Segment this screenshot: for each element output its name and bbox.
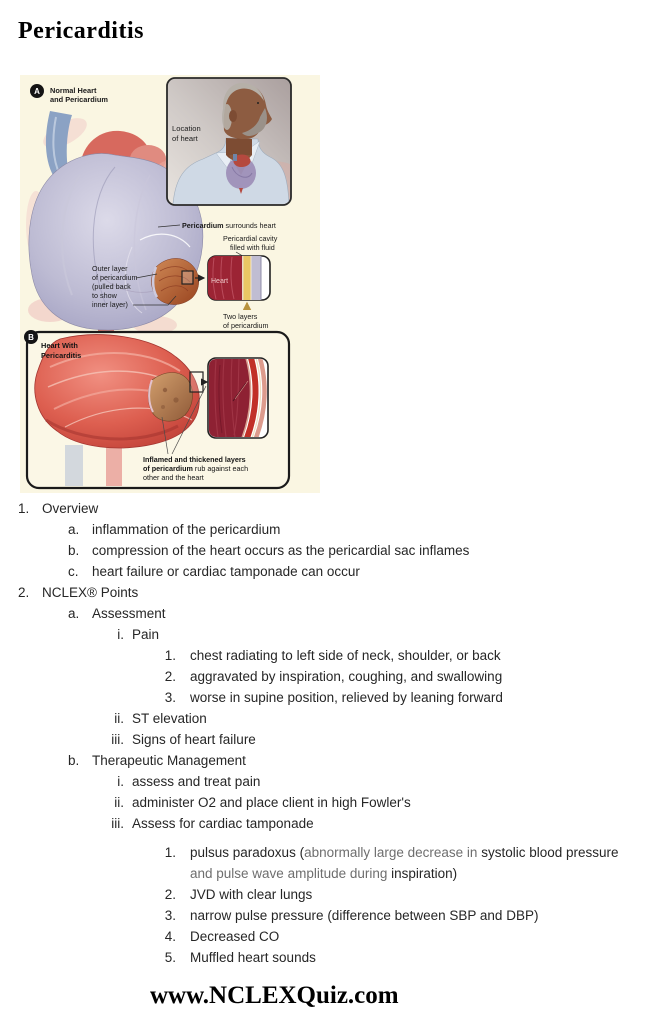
list-marker: 5. bbox=[164, 950, 176, 965]
item-text: NCLEX® Points bbox=[42, 585, 139, 600]
outline-item bbox=[148, 666, 669, 687]
outline-item bbox=[96, 729, 669, 750]
item-text: inflammation of the pericardium bbox=[92, 522, 281, 537]
item-text: Therapeutic Management bbox=[92, 753, 246, 768]
list-marker: 4. bbox=[164, 929, 176, 944]
detail-box-a bbox=[208, 256, 270, 300]
outline-item bbox=[68, 561, 669, 582]
inflamed-flap bbox=[148, 373, 192, 422]
svg-text:Heart With: Heart With bbox=[41, 341, 78, 350]
item-text: narrow pulse pressure (difference between SBP and DBP) bbox=[190, 908, 539, 923]
item-text: pulsus paradoxus (abnormally large decrease in systolic blood pressure and pulse wave amplitude during inspiration) bbox=[190, 845, 619, 881]
item-text: heart failure or cardiac tamponade can occur bbox=[92, 564, 360, 579]
svg-text:filled with fluid: filled with fluid bbox=[230, 243, 275, 252]
svg-text:of heart: of heart bbox=[172, 134, 198, 143]
item-text: Pain bbox=[132, 627, 160, 642]
detail-box-b bbox=[208, 358, 268, 438]
list-marker: i. bbox=[117, 627, 124, 642]
outline-item bbox=[18, 582, 669, 603]
zoom-selector-b bbox=[190, 372, 203, 392]
svg-text:inner layer): inner layer) bbox=[92, 300, 128, 309]
list-marker: i. bbox=[117, 774, 124, 789]
svg-text:Two layers: Two layers bbox=[223, 312, 258, 321]
fluid-layer bbox=[244, 256, 251, 300]
list-marker: b. bbox=[68, 543, 80, 558]
item-text: Assessment bbox=[92, 606, 166, 621]
svg-text:Pericarditis: Pericarditis bbox=[41, 351, 82, 360]
svg-text:(pulled back: (pulled back bbox=[92, 282, 131, 291]
outline-item bbox=[148, 884, 669, 905]
list-marker: ii. bbox=[114, 711, 124, 726]
item-text: Signs of heart failure bbox=[132, 732, 256, 747]
item-text: Assess for cardiac tamponade bbox=[132, 816, 314, 831]
svg-text:Pericardial cavity: Pericardial cavity bbox=[223, 234, 278, 243]
figure-svg bbox=[20, 75, 320, 493]
outline-item bbox=[68, 603, 669, 624]
item-text: Muffled heart sounds bbox=[190, 950, 316, 965]
item-text: aggravated by inspiration, coughing, and swallowing bbox=[190, 669, 503, 684]
outline-item bbox=[96, 792, 669, 813]
outline-item bbox=[18, 498, 669, 519]
list-marker: iii. bbox=[111, 816, 124, 831]
outline-item bbox=[96, 771, 669, 792]
outline-item bbox=[68, 750, 669, 771]
outline-item bbox=[148, 645, 669, 666]
item-text: compression of the heart occurs as the pericardial sac inflames bbox=[92, 543, 470, 558]
svg-text:other and the heart: other and the heart bbox=[143, 473, 204, 482]
figure-part-b bbox=[24, 330, 289, 490]
pericarditis-figure bbox=[20, 75, 320, 493]
item-text: Decreased CO bbox=[190, 929, 280, 944]
item-text: ST elevation bbox=[132, 711, 207, 726]
list-marker: 1. bbox=[164, 845, 176, 860]
list-marker: iii. bbox=[111, 732, 124, 747]
list-marker: 1. bbox=[164, 648, 176, 663]
outline-item bbox=[148, 926, 669, 947]
outline-item bbox=[148, 687, 669, 708]
pericardium-layers bbox=[252, 256, 261, 300]
list-marker: 3. bbox=[164, 908, 176, 923]
site-footer: www.NCLEXQuiz.com bbox=[150, 982, 399, 1009]
item-text: assess and treat pain bbox=[132, 774, 261, 789]
list-marker: a. bbox=[68, 606, 80, 621]
item-text: Overview bbox=[42, 501, 99, 516]
svg-text:Inflamed and thickened layers: Inflamed and thickened layers bbox=[143, 455, 246, 464]
outline-item bbox=[68, 540, 669, 561]
list-marker: 2. bbox=[164, 669, 176, 684]
list-marker: 3. bbox=[164, 690, 176, 705]
list-marker: c. bbox=[68, 564, 79, 579]
item-text: worse in supine position, relieved by leaning forward bbox=[190, 690, 503, 705]
list-marker: 2. bbox=[164, 887, 176, 902]
item-text: JVD with clear lungs bbox=[190, 887, 313, 902]
svg-text:and Pericardium: and Pericardium bbox=[50, 95, 108, 104]
outline-item bbox=[96, 813, 669, 834]
svg-text:Pericardium surrounds heart: Pericardium surrounds heart bbox=[182, 221, 276, 230]
outline-item bbox=[96, 708, 669, 729]
list-marker: ii. bbox=[114, 795, 124, 810]
svg-text:to show: to show bbox=[92, 291, 117, 300]
part-a-badge-letter: A bbox=[34, 87, 40, 96]
list-marker: b. bbox=[68, 753, 80, 768]
svg-text:of pericardium rub against eac: of pericardium rub against each bbox=[143, 464, 249, 473]
heart-label: Heart bbox=[211, 278, 229, 285]
svg-text:Outer layer: Outer layer bbox=[92, 264, 128, 273]
svg-text:of pericardium: of pericardium bbox=[223, 321, 269, 330]
svg-text:of pericardium: of pericardium bbox=[92, 273, 138, 282]
part-b-title bbox=[41, 341, 81, 360]
outline-item bbox=[148, 842, 669, 884]
outline-item bbox=[96, 624, 669, 645]
location-of-heart-label: Location bbox=[172, 124, 201, 133]
outline-item bbox=[68, 519, 669, 540]
list-marker: 1. bbox=[18, 501, 30, 516]
outline-item bbox=[148, 905, 669, 926]
page-title: Pericarditis bbox=[18, 18, 144, 44]
outline-item bbox=[148, 947, 669, 968]
zoom-selector-a bbox=[182, 271, 193, 284]
item-text: chest radiating to left side of neck, shoulder, or back bbox=[190, 648, 501, 663]
item-text: administer O2 and place client in high Fowler's bbox=[132, 795, 411, 810]
outline bbox=[0, 498, 669, 968]
part-b-badge-letter: B bbox=[28, 333, 34, 342]
list-marker: 2. bbox=[18, 585, 30, 600]
svg-text:Normal Heart: Normal Heart bbox=[50, 86, 97, 95]
list-marker: a. bbox=[68, 522, 80, 537]
